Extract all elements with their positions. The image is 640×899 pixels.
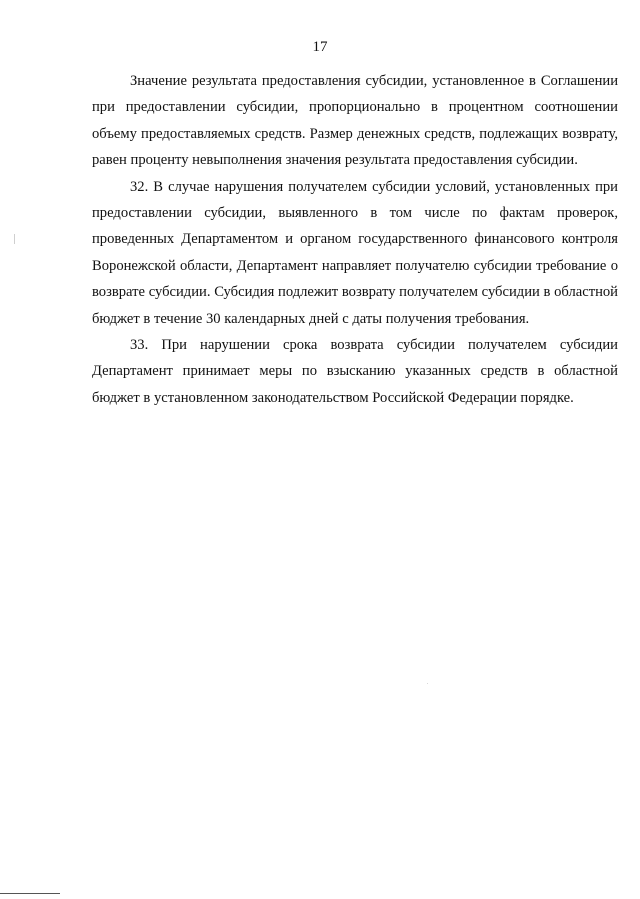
page-number: 17	[312, 39, 328, 55]
paragraph-result-value: Значение результата предоставления субсидии, установленное в Соглашении при предоставлении субсидии, пропорционально в процентном соотношении объему предоставляемых средств. Размер денежных средств, подлежащих возврату, равен проценту невыполнения значения результата предоставления субсидии.	[92, 73, 618, 169]
paragraph-clause-32: 32. В случае нарушения получателем субсидии условий, установленных при предоставлении субсидии, выявленного в том числе по фактам проверок, проведенных Департаментом и органом государственного финансового контроля Воронежской области, Департамент направляет получателю субсидии требование о возврате субсидии. Субсидия подлежит возврату получателем субсидии в областной бюджет в течение 30 календарных дней с даты получения требования.	[92, 178, 618, 327]
paragraph-clause-33: 33. При нарушении срока возврата субсидии получателем субсидии Департамент принимает меры по взысканию указанных средств в областной бюджет в установленном законодательством Российской Федерации порядке.	[92, 337, 618, 406]
document-body	[92, 68, 618, 411]
scan-mark	[14, 234, 15, 244]
footnote-rule	[0, 893, 60, 894]
scan-speck	[427, 683, 428, 684]
